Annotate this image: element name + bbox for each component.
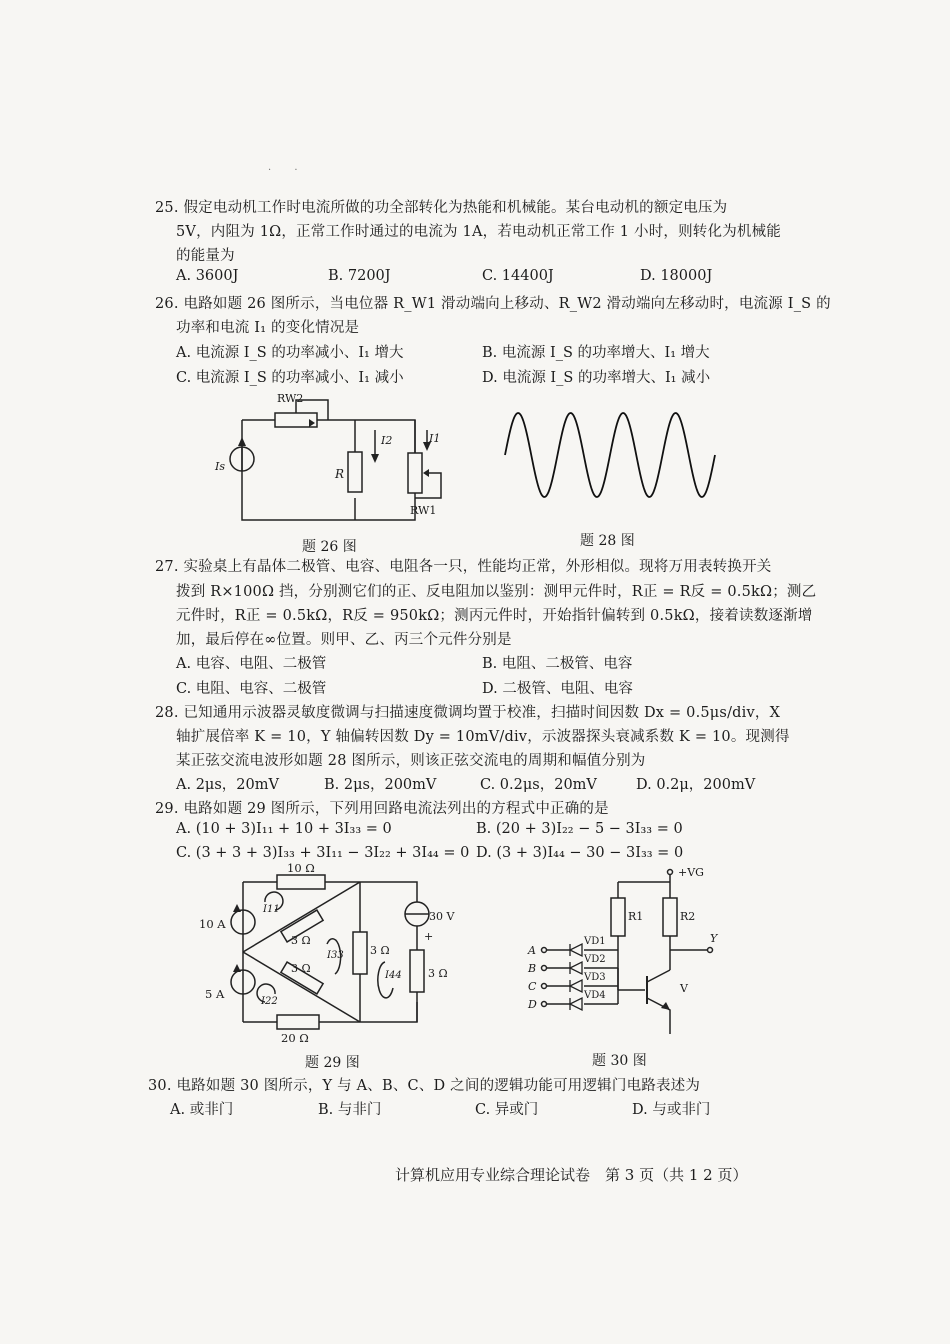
q28-line-3: 某正弦交流电波形如题 28 图所示，则该正弦交流电的周期和幅值分别为 <box>176 753 646 769</box>
q26-option-c: C. 电流源 I_S 的功率减小、I₁ 减小 <box>176 370 404 386</box>
q25-option-c: C. 14400J <box>482 268 554 284</box>
figure-26-caption: 题 26 图 <box>302 539 357 555</box>
a-label: A <box>528 944 536 957</box>
vg-label: +VG <box>678 866 704 879</box>
q26-line-1: 26. 电路如题 26 图所示，当电位器 R_W1 滑动端向上移动、R_W2 滑动端向左移动时，电流源 I_S 的 <box>155 296 831 312</box>
i1-label: I1 <box>429 432 441 445</box>
r3c-label: 3 Ω <box>370 944 390 957</box>
q30-option-d: D. 与或非门 <box>632 1102 711 1118</box>
src10-label: 10 A <box>199 917 226 931</box>
r3d-label: 3 Ω <box>428 967 448 980</box>
q29-line-1: 29. 电路如题 29 图所示，下列用回路电流法列出的方程式中正确的是 <box>155 801 609 817</box>
q27-line-4: 加，最后停在∞位置。则甲、乙、丙三个元件分别是 <box>176 632 512 648</box>
d-label: D <box>528 998 537 1011</box>
vd4-label: VD4 <box>584 990 606 1001</box>
c-label: C <box>528 980 537 993</box>
q28-line-1: 28. 已知通用示波器灵敏度微调与扫描速度微调均置于校准，扫描时间因数 Dx = 0.5μs/div，X <box>155 705 781 721</box>
q27-option-b: B. 电阻、二极管、电容 <box>482 656 633 672</box>
r3a-label: 3 Ω <box>291 934 311 947</box>
page-footer: 计算机应用专业综合理论试卷 第 3 页（共 1 2 页） <box>395 1166 748 1184</box>
q26-option-a: A. 电流源 I_S 的功率减小、I₁ 增大 <box>176 345 404 361</box>
q27-line-1: 27. 实验桌上有晶体二极管、电容、电阻各一只，性能均正常，外形相似。现将万用表转换开关 <box>155 559 772 575</box>
q29-option-b: B. (20 + 3)I₂₂ − 5 − 3I₃₃ = 0 <box>476 821 683 837</box>
q27-option-d: D. 二极管、电阻、电容 <box>482 681 633 697</box>
rw2-label: RW2 <box>277 392 304 405</box>
i22-label: I22 <box>261 996 278 1007</box>
is-label: Is <box>215 460 225 473</box>
q29-option-d: D. (3 + 3)I₄₄ − 30 − 3I₃₃ = 0 <box>476 845 684 861</box>
b-label: B <box>528 962 537 975</box>
plus-label: + <box>424 930 434 943</box>
q26-option-d: D. 电流源 I_S 的功率增大、I₁ 减小 <box>482 370 711 386</box>
q27-option-c: C. 电阻、电容、二极管 <box>176 681 327 697</box>
q30-option-b: B. 与非门 <box>318 1102 382 1118</box>
r10-label: 10 Ω <box>287 861 315 875</box>
y-label: Y <box>710 932 718 945</box>
q28-line-2: 轴扩展倍率 K = 10，Y 轴偏转因数 Dy = 10mV/div，示波器探头衰减系数 K = 10。现测得 <box>176 729 790 745</box>
v-label: V <box>680 982 688 995</box>
i44-label: I44 <box>385 970 402 981</box>
scan-specks: · · <box>268 165 308 176</box>
figure-28-caption: 题 28 图 <box>580 533 635 549</box>
q25-option-b: B. 7200J <box>328 268 391 284</box>
figure-29-caption: 题 29 图 <box>305 1055 360 1071</box>
q25-option-a: A. 3600J <box>176 268 239 284</box>
v30-label: 30 V <box>429 910 455 923</box>
figure-29-circuit <box>195 861 455 1045</box>
q29-option-c: C. (3 + 3 + 3)I₃₃ + 3I₁₁ − 3I₂₂ + 3I₄₄ = 0 <box>176 845 470 861</box>
i11-label: I11 <box>263 904 280 915</box>
q28-option-a: A. 2μs，20mV <box>176 777 279 793</box>
r20-label: 20 Ω <box>281 1031 309 1045</box>
vd1-label: VD1 <box>584 936 606 947</box>
q27-line-2: 拨到 R×100Ω 挡，分别测它们的正、反电阻加以鉴别：测甲元件时，R正 = R反 = 0.5kΩ；测乙 <box>176 584 817 600</box>
vd2-label: VD2 <box>584 954 606 965</box>
q30-line-1: 30. 电路如题 30 图所示，Y 与 A、B、C、D 之间的逻辑功能可用逻辑门电路表述为 <box>148 1078 701 1094</box>
q26-line-2: 功率和电流 I₁ 的变化情况是 <box>176 320 360 336</box>
q25-line-2: 5V，内阻为 1Ω，正常工作时通过的电流为 1A，若电动机正常工作 1 小时，则转化为机械能 <box>176 224 781 240</box>
q28-option-b: B. 2μs，200mV <box>324 777 437 793</box>
r2-label: R2 <box>680 910 696 923</box>
q28-option-c: C. 0.2μs，20mV <box>480 777 597 793</box>
q25-line-3: 的能量为 <box>176 248 235 264</box>
i2-label: I2 <box>381 434 393 447</box>
q30-option-c: C. 异或门 <box>475 1102 539 1118</box>
figure-30-circuit <box>520 862 740 1042</box>
figure-26-circuit <box>205 388 455 528</box>
vd3-label: VD3 <box>584 972 606 983</box>
src5-label: 5 A <box>205 987 225 1001</box>
figure-30-caption: 题 30 图 <box>592 1053 647 1069</box>
q29-option-a: A. (10 + 3)I₁₁ + 10 + 3I₃₃ = 0 <box>176 821 392 837</box>
q27-line-3: 元件时，R正 = 0.5kΩ，R反 = 950kΩ；测丙元件时，开始指针偏转到 0.5kΩ，接着读数逐渐增 <box>176 608 813 624</box>
rw1-label: RW1 <box>410 504 437 517</box>
figure-28-sine-wave <box>500 400 720 510</box>
q27-option-a: A. 电容、电阻、二极管 <box>176 656 327 672</box>
q26-option-b: B. 电流源 I_S 的功率增大、I₁ 增大 <box>482 345 710 361</box>
r1-label: R1 <box>628 910 644 923</box>
q28-option-d: D. 0.2μ，200mV <box>636 777 756 793</box>
q25-line-1: 25. 假定电动机工作时电流所做的功全部转化为热能和机械能。某台电动机的额定电压为 <box>155 200 728 216</box>
q25-option-d: D. 18000J <box>640 268 713 284</box>
r-label: R <box>335 467 345 481</box>
i33-label: I33 <box>327 950 344 961</box>
r3b-label: 3 Ω <box>291 962 311 975</box>
q30-option-a: A. 或非门 <box>170 1102 234 1118</box>
